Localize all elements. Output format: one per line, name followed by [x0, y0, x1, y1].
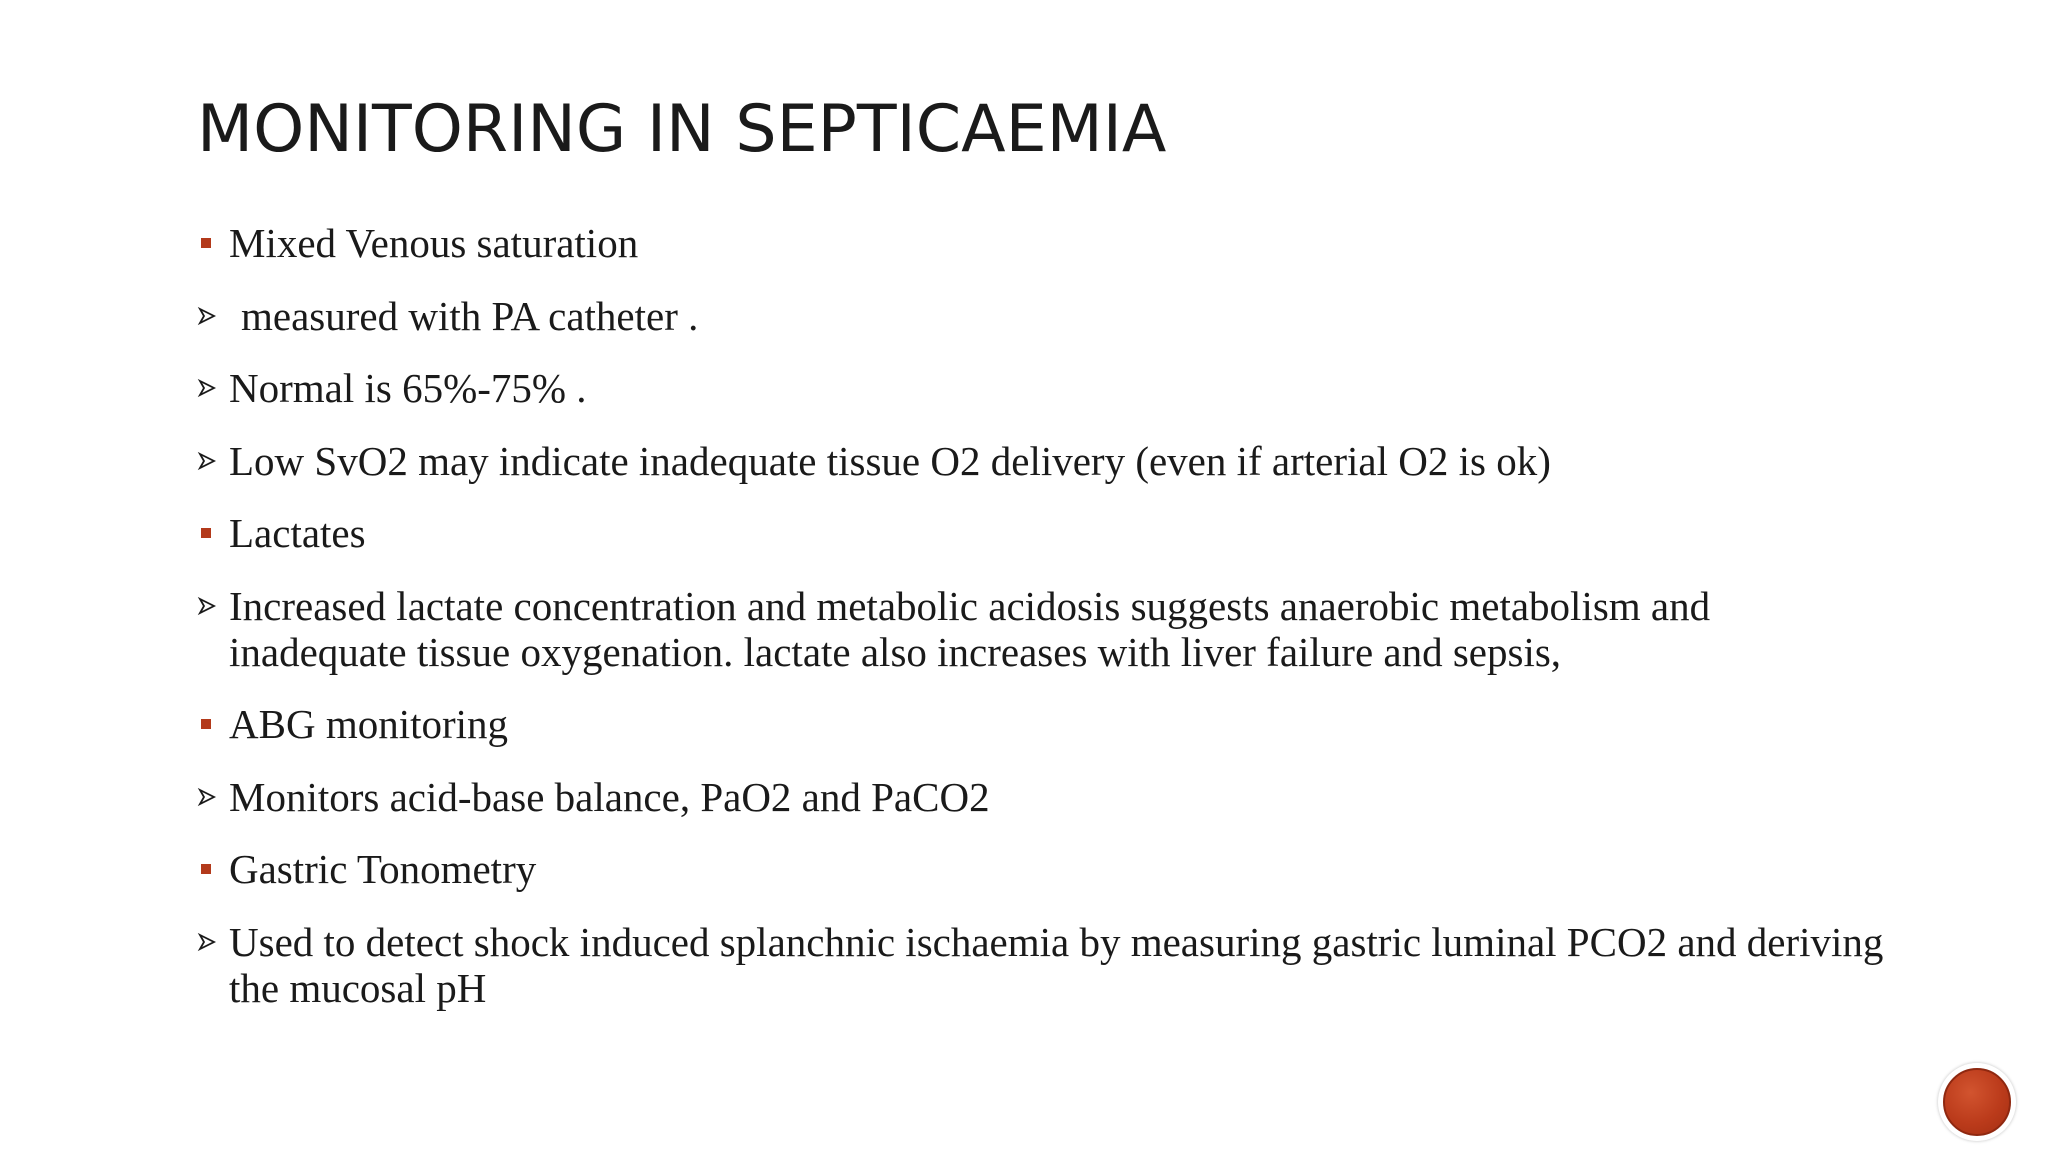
- arrow-bullet-icon: [197, 774, 217, 820]
- square-bullet-icon: [197, 701, 211, 747]
- bullet-item: [197, 701, 1897, 747]
- bullet-item: [197, 438, 1897, 484]
- bullet-item: [197, 919, 1897, 1011]
- bullet-text: Used to detect shock induced splanchnic ischaemia by measuring gastric luminal PCO2 and deriving the mucosal pH: [229, 918, 1884, 1011]
- bullet-text: Lactates: [229, 510, 366, 556]
- bullet-text: Gastric Tonometry: [229, 846, 537, 892]
- square-bullet-icon: [197, 510, 211, 556]
- bullet-item: [197, 510, 1897, 556]
- square-bullet-icon: [197, 846, 211, 892]
- bullet-text: Mixed Venous saturation: [229, 220, 639, 266]
- bullet-list: [197, 220, 1897, 1037]
- bullet-text: Monitors acid-base balance, PaO2 and PaCO2: [229, 773, 990, 820]
- bullet-text: Low SvO2 may indicate inadequate tissue O2 delivery (even if arterial O2 is ok): [229, 437, 1551, 484]
- arrow-bullet-icon: [197, 365, 217, 411]
- bullet-item: [197, 220, 1897, 266]
- bullet-item: [197, 774, 1897, 820]
- slide-nav-button[interactable]: [1938, 1063, 2016, 1141]
- circle-nav-icon: [1943, 1068, 2011, 1136]
- arrow-bullet-icon: [197, 438, 217, 484]
- bullet-item: [197, 365, 1897, 411]
- bullet-text: Normal is 65%-75% .: [229, 365, 587, 411]
- bullet-item: [197, 583, 1897, 675]
- arrow-bullet-icon: [197, 293, 217, 339]
- bullet-text: ABG monitoring: [229, 701, 509, 747]
- bullet-item: [197, 846, 1897, 892]
- slide-title: MONITORING IN SEPTICAEMIA: [197, 92, 1167, 167]
- arrow-bullet-icon: [197, 919, 217, 965]
- arrow-bullet-icon: [197, 583, 217, 629]
- bullet-text: measured with PA catheter .: [241, 292, 699, 339]
- square-bullet-icon: [197, 220, 211, 266]
- bullet-item: [197, 293, 1897, 339]
- bullet-text: Increased lactate concentration and metabolic acidosis suggests anaerobic metabolism and inadequate tissue oxygenation. lactate also increases with liver failure and sepsis,: [229, 582, 1711, 675]
